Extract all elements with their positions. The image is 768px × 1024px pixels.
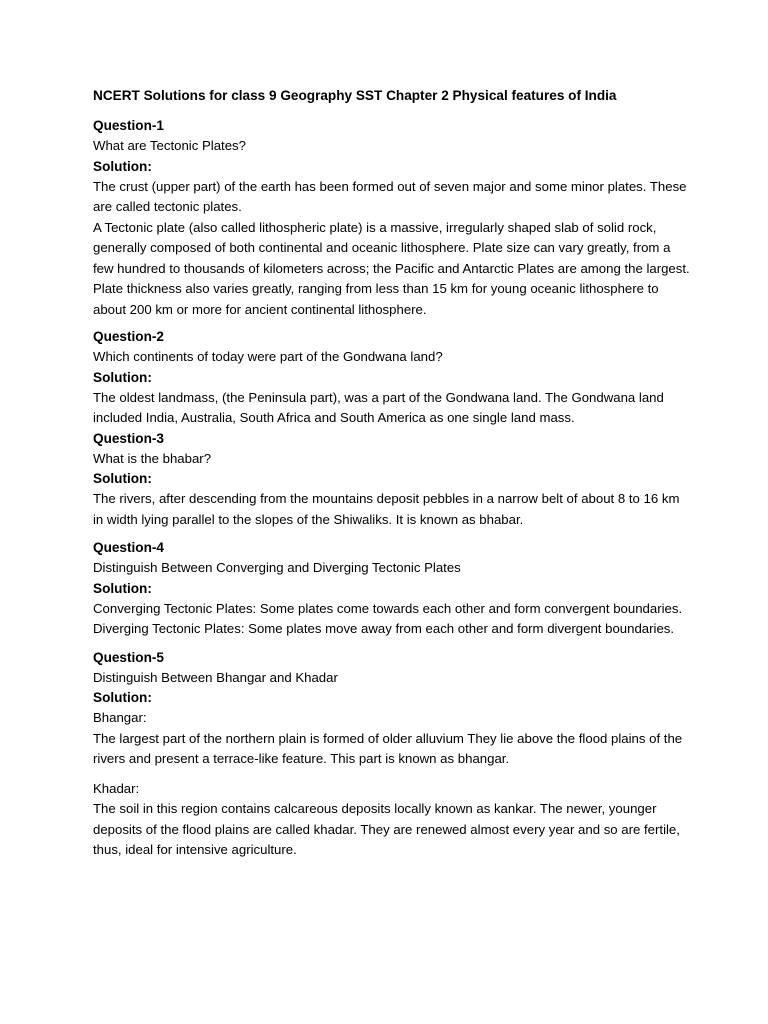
answer-paragraph: Diverging Tectonic Plates: Some plates move away from each other and form divergent boundaries. — [93, 621, 675, 636]
qa-block-2 — [93, 327, 693, 429]
solution-label: Solution: — [93, 690, 152, 705]
qa-block-5 — [93, 648, 693, 861]
qa-block-3 — [93, 429, 693, 531]
khadar-heading: Khadar: — [93, 780, 140, 796]
answer-paragraph: The oldest landmass, (the Peninsula part), was a part of the Gondwana land. The Gondwana land included India, Australia, South Africa and South America as one single land mass. — [93, 389, 664, 425]
bhangar-heading: Bhangar: — [93, 710, 147, 725]
question-label: Question-5 — [93, 649, 164, 665]
document-body — [93, 86, 693, 861]
answer-paragraph: The rivers, after descending from the mountains deposit pebbles in a narrow belt of about 8 to 16 km in width lying parallel to the slopes of the Shiwaliks. It is known as bhabar. — [93, 491, 680, 527]
question-label: Question-1 — [93, 118, 164, 133]
question-label: Question-3 — [93, 430, 164, 446]
answer-paragraph: The largest part of the northern plain is formed of older alluvium They lie above the flood plains of the rivers and present a terrace-like feature. This part is known as bhangar. — [93, 730, 683, 766]
qa-block-4 — [93, 538, 693, 640]
answer-paragraph: The soil in this region contains calcareous deposits locally known as kankar. The newer, younger deposits of the flood plains are called khadar. They are renewed almost every year and so are fertile, thus, ideal for intensive agriculture. — [93, 801, 680, 857]
solution-label: Solution: — [93, 580, 152, 596]
question-text: What are Tectonic Plates? — [93, 138, 246, 153]
answer-paragraph: A Tectonic plate (also called lithospheric plate) is a massive, irregularly shaped slab of solid rock, generally composed of both continental and oceanic lithosphere. Plate size can vary greatly, from a few hundred to thousands of kilometers across; the Pacific and Antarctic Plates are among the largest. Plate thickness also varies greatly, ranging from less than 15 km for young oceanic lithosphere to about 200 km or more for ancient continental lithosphere. — [93, 219, 690, 317]
question-text: Distinguish Between Bhangar and Khadar — [93, 669, 338, 685]
document-title: NCERT Solutions for class 9 Geography SST Chapter 2 Physical features of India — [93, 88, 617, 103]
answer-paragraph: Converging Tectonic Plates: Some plates come towards each other and form convergent boundaries. — [93, 600, 683, 616]
question-text: Which continents of today were part of the Gondwana land? — [93, 349, 443, 364]
solution-label: Solution: — [93, 471, 152, 486]
question-label: Question-2 — [93, 329, 164, 344]
solution-label: Solution: — [93, 158, 152, 174]
question-text: What is the bhabar? — [93, 450, 212, 466]
solution-label: Solution: — [93, 369, 152, 385]
answer-paragraph: The crust (upper part) of the earth has been formed out of seven major and some minor plates. These are called tectonic plates. — [93, 178, 687, 214]
question-text: Distinguish Between Converging and Diverging Tectonic Plates — [93, 560, 461, 575]
qa-block-1 — [93, 116, 693, 320]
question-label: Question-4 — [93, 540, 164, 555]
